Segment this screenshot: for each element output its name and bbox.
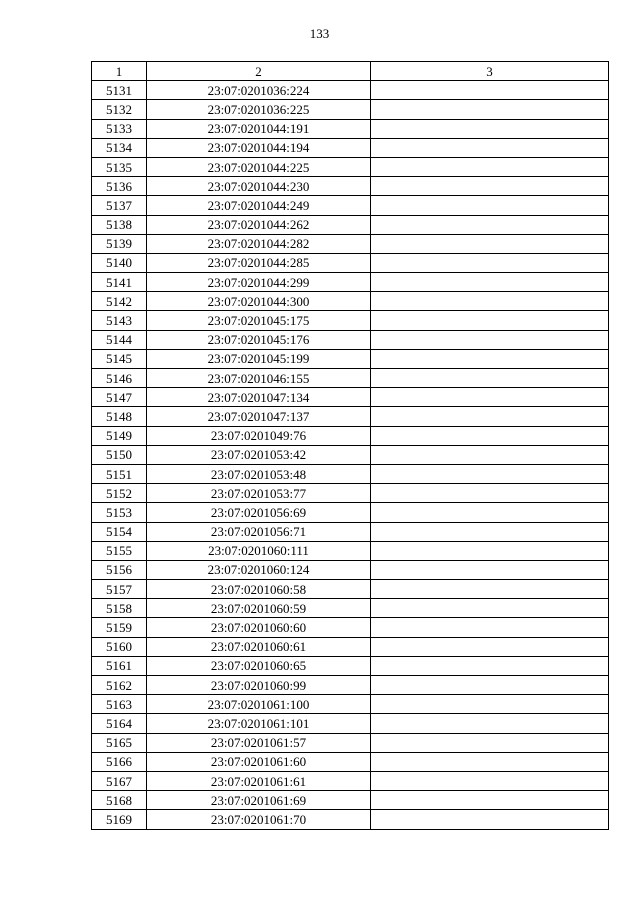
- note-cell: [371, 445, 609, 464]
- row-number-cell: 5142: [92, 292, 147, 311]
- row-number-cell: 5158: [92, 599, 147, 618]
- cadastral-number-cell: 23:07:0201061:60: [147, 752, 371, 771]
- row-number-cell: 5167: [92, 771, 147, 790]
- cadastral-number-cell: 23:07:0201049:76: [147, 426, 371, 445]
- cadastral-number-cell: 23:07:0201061:70: [147, 810, 371, 829]
- table-row: [92, 253, 609, 272]
- row-number-cell: 5156: [92, 560, 147, 579]
- table-header-row: [92, 62, 609, 81]
- note-cell: [371, 599, 609, 618]
- note-cell: [371, 503, 609, 522]
- note-cell: [371, 791, 609, 810]
- row-number-cell: 5136: [92, 177, 147, 196]
- row-number-cell: 5154: [92, 522, 147, 541]
- note-cell: [371, 522, 609, 541]
- cadastral-number-cell: 23:07:0201047:137: [147, 407, 371, 426]
- table-row: [92, 196, 609, 215]
- cadastral-number-cell: 23:07:0201061:101: [147, 714, 371, 733]
- table-row: [92, 599, 609, 618]
- row-number-cell: 5133: [92, 119, 147, 138]
- note-cell: [371, 234, 609, 253]
- cadastral-number-cell: 23:07:0201060:59: [147, 599, 371, 618]
- note-cell: [371, 733, 609, 752]
- note-cell: [371, 349, 609, 368]
- cadastral-number-cell: 23:07:0201060:111: [147, 541, 371, 560]
- table-row: [92, 100, 609, 119]
- table-row: [92, 484, 609, 503]
- table-row: [92, 445, 609, 464]
- table-row: [92, 618, 609, 637]
- table-row: [92, 771, 609, 790]
- row-number-cell: 5143: [92, 311, 147, 330]
- cadastral-number-cell: 23:07:0201044:285: [147, 253, 371, 272]
- cadastral-number-cell: 23:07:0201044:230: [147, 177, 371, 196]
- table-row: [92, 656, 609, 675]
- cadastral-number-cell: 23:07:0201044:191: [147, 119, 371, 138]
- cadastral-number-cell: 23:07:0201061:69: [147, 791, 371, 810]
- table-row: [92, 292, 609, 311]
- row-number-cell: 5148: [92, 407, 147, 426]
- row-number-cell: 5134: [92, 138, 147, 157]
- cadastral-number-cell: 23:07:0201056:71: [147, 522, 371, 541]
- note-cell: [371, 695, 609, 714]
- note-cell: [371, 196, 609, 215]
- table-row: [92, 541, 609, 560]
- table-row: [92, 503, 609, 522]
- note-cell: [371, 273, 609, 292]
- cadastral-number-cell: 23:07:0201045:175: [147, 311, 371, 330]
- table-row: [92, 560, 609, 579]
- table-row: [92, 695, 609, 714]
- row-number-cell: 5163: [92, 695, 147, 714]
- row-number-cell: 5160: [92, 637, 147, 656]
- note-cell: [371, 771, 609, 790]
- row-number-cell: 5145: [92, 349, 147, 368]
- table-row: [92, 369, 609, 388]
- note-cell: [371, 618, 609, 637]
- note-cell: [371, 330, 609, 349]
- cadastral-number-cell: 23:07:0201044:300: [147, 292, 371, 311]
- column-header-2: 2: [147, 62, 371, 81]
- note-cell: [371, 138, 609, 157]
- note-cell: [371, 407, 609, 426]
- note-cell: [371, 637, 609, 656]
- table-row: [92, 522, 609, 541]
- table-row: [92, 714, 609, 733]
- table-row: [92, 157, 609, 176]
- table-row: [92, 388, 609, 407]
- row-number-cell: 5151: [92, 464, 147, 483]
- table-row: [92, 580, 609, 599]
- table-row: [92, 752, 609, 771]
- row-number-cell: 5152: [92, 484, 147, 503]
- note-cell: [371, 484, 609, 503]
- cadastral-number-cell: 23:07:0201047:134: [147, 388, 371, 407]
- table-row: [92, 81, 609, 100]
- note-cell: [371, 100, 609, 119]
- cadastral-number-cell: 23:07:0201044:282: [147, 234, 371, 253]
- note-cell: [371, 560, 609, 579]
- row-number-cell: 5166: [92, 752, 147, 771]
- row-number-cell: 5144: [92, 330, 147, 349]
- table-row: [92, 407, 609, 426]
- cadastral-number-cell: 23:07:0201045:176: [147, 330, 371, 349]
- cadastral-number-cell: 23:07:0201044:194: [147, 138, 371, 157]
- note-cell: [371, 253, 609, 272]
- cadastral-number-cell: 23:07:0201044:262: [147, 215, 371, 234]
- table-row: [92, 637, 609, 656]
- note-cell: [371, 311, 609, 330]
- table-row: [92, 330, 609, 349]
- row-number-cell: 5135: [92, 157, 147, 176]
- row-number-cell: 5140: [92, 253, 147, 272]
- note-cell: [371, 752, 609, 771]
- table-row: [92, 676, 609, 695]
- cadastral-number-cell: 23:07:0201060:61: [147, 637, 371, 656]
- cadastral-number-cell: 23:07:0201044:299: [147, 273, 371, 292]
- row-number-cell: 5147: [92, 388, 147, 407]
- table-row: [92, 733, 609, 752]
- row-number-cell: 5138: [92, 215, 147, 234]
- cadastral-number-cell: 23:07:0201036:225: [147, 100, 371, 119]
- row-number-cell: 5159: [92, 618, 147, 637]
- table-row: [92, 215, 609, 234]
- note-cell: [371, 541, 609, 560]
- note-cell: [371, 177, 609, 196]
- row-number-cell: 5153: [92, 503, 147, 522]
- cadastral-number-cell: 23:07:0201053:48: [147, 464, 371, 483]
- note-cell: [371, 292, 609, 311]
- cadastral-number-cell: 23:07:0201053:42: [147, 445, 371, 464]
- table-row: [92, 273, 609, 292]
- note-cell: [371, 369, 609, 388]
- cadastral-number-cell: 23:07:0201060:124: [147, 560, 371, 579]
- cadastral-number-cell: 23:07:0201053:77: [147, 484, 371, 503]
- cadastral-number-cell: 23:07:0201046:155: [147, 369, 371, 388]
- note-cell: [371, 714, 609, 733]
- note-cell: [371, 580, 609, 599]
- table-row: [92, 311, 609, 330]
- note-cell: [371, 119, 609, 138]
- row-number-cell: 5137: [92, 196, 147, 215]
- row-number-cell: 5149: [92, 426, 147, 445]
- cadastral-number-cell: 23:07:0201061:57: [147, 733, 371, 752]
- note-cell: [371, 157, 609, 176]
- table-body: [92, 81, 609, 829]
- row-number-cell: 5164: [92, 714, 147, 733]
- table-row: [92, 138, 609, 157]
- note-cell: [371, 388, 609, 407]
- note-cell: [371, 464, 609, 483]
- row-number-cell: 5168: [92, 791, 147, 810]
- row-number-cell: 5132: [92, 100, 147, 119]
- cadastral-number-cell: 23:07:0201044:249: [147, 196, 371, 215]
- row-number-cell: 5162: [92, 676, 147, 695]
- table-row: [92, 810, 609, 829]
- cadastral-number-cell: 23:07:0201061:100: [147, 695, 371, 714]
- row-number-cell: 5150: [92, 445, 147, 464]
- table-row: [92, 119, 609, 138]
- column-header-1: 1: [92, 62, 147, 81]
- row-number-cell: 5139: [92, 234, 147, 253]
- table-row: [92, 234, 609, 253]
- cadastral-number-cell: 23:07:0201036:224: [147, 81, 371, 100]
- row-number-cell: 5169: [92, 810, 147, 829]
- cadastral-number-cell: 23:07:0201044:225: [147, 157, 371, 176]
- row-number-cell: 5157: [92, 580, 147, 599]
- column-header-3: 3: [371, 62, 609, 81]
- table-row: [92, 177, 609, 196]
- cadastral-table: [91, 61, 609, 830]
- page-number: 133: [309, 26, 330, 41]
- note-cell: [371, 676, 609, 695]
- note-cell: [371, 215, 609, 234]
- row-number-cell: 5141: [92, 273, 147, 292]
- table-row: [92, 426, 609, 445]
- note-cell: [371, 81, 609, 100]
- cadastral-number-cell: 23:07:0201045:199: [147, 349, 371, 368]
- cadastral-number-cell: 23:07:0201060:65: [147, 656, 371, 675]
- row-number-cell: 5165: [92, 733, 147, 752]
- cadastral-number-cell: 23:07:0201061:61: [147, 771, 371, 790]
- row-number-cell: 5155: [92, 541, 147, 560]
- row-number-cell: 5146: [92, 369, 147, 388]
- cadastral-number-cell: 23:07:0201060:99: [147, 676, 371, 695]
- note-cell: [371, 426, 609, 445]
- cadastral-number-cell: 23:07:0201056:69: [147, 503, 371, 522]
- cadastral-number-cell: 23:07:0201060:60: [147, 618, 371, 637]
- cadastral-number-cell: 23:07:0201060:58: [147, 580, 371, 599]
- row-number-cell: 5161: [92, 656, 147, 675]
- table-row: [92, 349, 609, 368]
- row-number-cell: 5131: [92, 81, 147, 100]
- note-cell: [371, 656, 609, 675]
- table-row: [92, 791, 609, 810]
- table-row: [92, 464, 609, 483]
- note-cell: [371, 810, 609, 829]
